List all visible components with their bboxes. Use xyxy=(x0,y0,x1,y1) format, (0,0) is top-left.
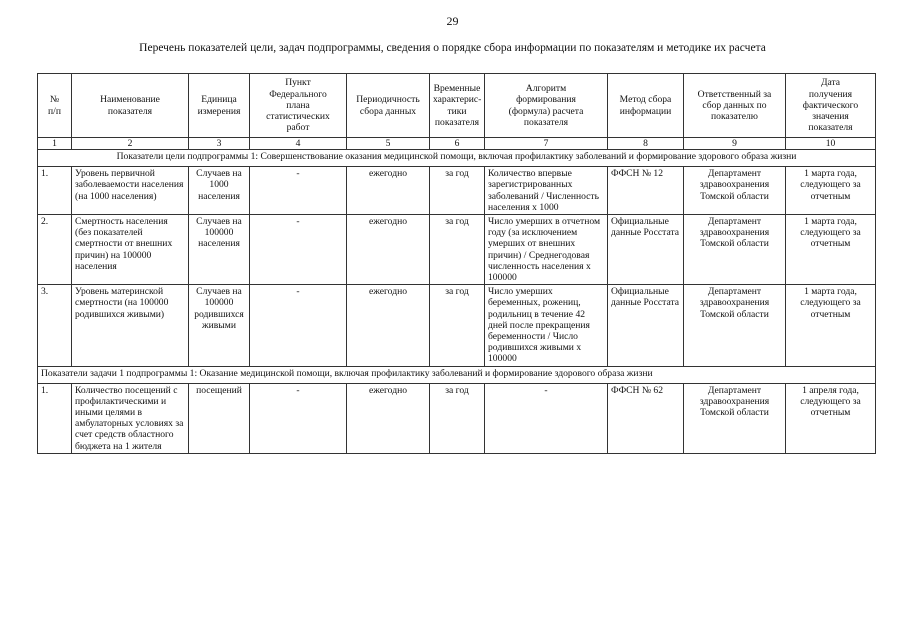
header-cell: Временные характерис- тики показателя xyxy=(430,74,485,138)
plan-cell: - xyxy=(250,285,347,366)
unit-cell: Случаев на 100000 населения xyxy=(189,215,250,285)
header-cell: Единица измерения xyxy=(189,74,250,138)
period-cell: ежегодно xyxy=(347,285,430,366)
row-number: 2. xyxy=(38,215,72,285)
method-cell: ФФСН № 12 xyxy=(608,167,684,215)
column-number: 9 xyxy=(684,138,786,150)
date-cell: 1 апреля года, следующего за отчетным xyxy=(786,383,876,453)
period-cell: ежегодно xyxy=(347,215,430,285)
column-number: 3 xyxy=(189,138,250,150)
date-cell: 1 марта года, следующего за отчетным xyxy=(786,285,876,366)
table-row xyxy=(38,167,876,215)
algorithm-cell: Число умерших беременных, рожениц, родильниц в течение 42 дней после прекращения беременности / Число родившихся живыми х 100000 xyxy=(485,285,608,366)
method-cell: ФФСН № 62 xyxy=(608,383,684,453)
header-row xyxy=(38,74,876,138)
indicators-table xyxy=(37,73,876,454)
indicator-name: Количество посещений с профилактическими и иными целями в амбулаторных условиях за счет средств областного бюджета на 1 жителя xyxy=(72,383,189,453)
section-title: Показатели задачи 1 подпрограммы 1: Оказание медицинской помощи, включая профилактику заболеваний и формирование здорового образа жизни xyxy=(38,366,876,383)
section-row xyxy=(38,366,876,383)
plan-cell: - xyxy=(250,215,347,285)
section-row xyxy=(38,150,876,167)
column-number: 1 xyxy=(38,138,72,150)
column-number: 7 xyxy=(485,138,608,150)
indicator-name: Уровень первичной заболеваемости населения (на 1000 населения) xyxy=(72,167,189,215)
plan-cell: - xyxy=(250,167,347,215)
table-row xyxy=(38,285,876,366)
algorithm-cell: - xyxy=(485,383,608,453)
table-row xyxy=(38,215,876,285)
unit-cell: Случаев на 100000 родившихся живыми xyxy=(189,285,250,366)
time-cell: за год xyxy=(430,383,485,453)
table-row xyxy=(38,383,876,453)
period-cell: ежегодно xyxy=(347,167,430,215)
header-cell: Ответственный за сбор данных по показателю xyxy=(684,74,786,138)
row-number: 1. xyxy=(38,167,72,215)
time-cell: за год xyxy=(430,167,485,215)
unit-cell: посещений xyxy=(189,383,250,453)
unit-cell: Случаев на 1000 населения xyxy=(189,167,250,215)
method-cell: Официальные данные Росстата xyxy=(608,285,684,366)
time-cell: за год xyxy=(430,285,485,366)
indicator-name: Смертность населения (без показателей смертности от внешних причин) на 100000 населения xyxy=(72,215,189,285)
header-cell: Алгоритм формирования (формула) расчета показателя xyxy=(485,74,608,138)
date-cell: 1 марта года, следующего за отчетным xyxy=(786,167,876,215)
method-cell: Официальные данные Росстата xyxy=(608,215,684,285)
date-cell: 1 марта года, следующего за отчетным xyxy=(786,215,876,285)
period-cell: ежегодно xyxy=(347,383,430,453)
responsible-cell: Департамент здравоохранения Томской области xyxy=(684,215,786,285)
algorithm-cell: Число умерших в отчетном году (за исключением умерших от внешних причин) / Среднегодовая численность населения х 100000 xyxy=(485,215,608,285)
row-number: 3. xyxy=(38,285,72,366)
column-number: 8 xyxy=(608,138,684,150)
responsible-cell: Департамент здравоохранения Томской области xyxy=(684,383,786,453)
time-cell: за год xyxy=(430,215,485,285)
header-cell: Метод сбора информации xyxy=(608,74,684,138)
responsible-cell: Департамент здравоохранения Томской области xyxy=(684,167,786,215)
indicator-name: Уровень материнской смертности (на 100000 родившихся живыми) xyxy=(72,285,189,366)
page-title: Перечень показателей цели, задач подпрограммы, сведения о порядке сбора информации по показателям и методике их расчета xyxy=(139,42,766,54)
page-number: 29 xyxy=(446,14,459,28)
header-cell: Наименование показателя xyxy=(72,74,189,138)
header-cell: № п/п xyxy=(38,74,72,138)
column-number: 2 xyxy=(72,138,189,150)
algorithm-cell: Количество впервые зарегистрированных заболеваний / Численность населения х 1000 xyxy=(485,167,608,215)
row-number: 1. xyxy=(38,383,72,453)
header-cell: Пункт Федерального плана статистических работ xyxy=(250,74,347,138)
header-cell: Дата получения фактического значения показателя xyxy=(786,74,876,138)
plan-cell: - xyxy=(250,383,347,453)
column-number: 4 xyxy=(250,138,347,150)
responsible-cell: Департамент здравоохранения Томской области xyxy=(684,285,786,366)
column-number: 10 xyxy=(786,138,876,150)
header-cell: Периодичность сбора данных xyxy=(347,74,430,138)
section-title: Показатели цели подпрограммы 1: Совершенствование оказания медицинской помощи, включая профилактику заболеваний и формирование здорового образа жизни xyxy=(38,150,876,167)
column-number: 5 xyxy=(347,138,430,150)
column-number-row xyxy=(38,138,876,150)
column-number: 6 xyxy=(430,138,485,150)
